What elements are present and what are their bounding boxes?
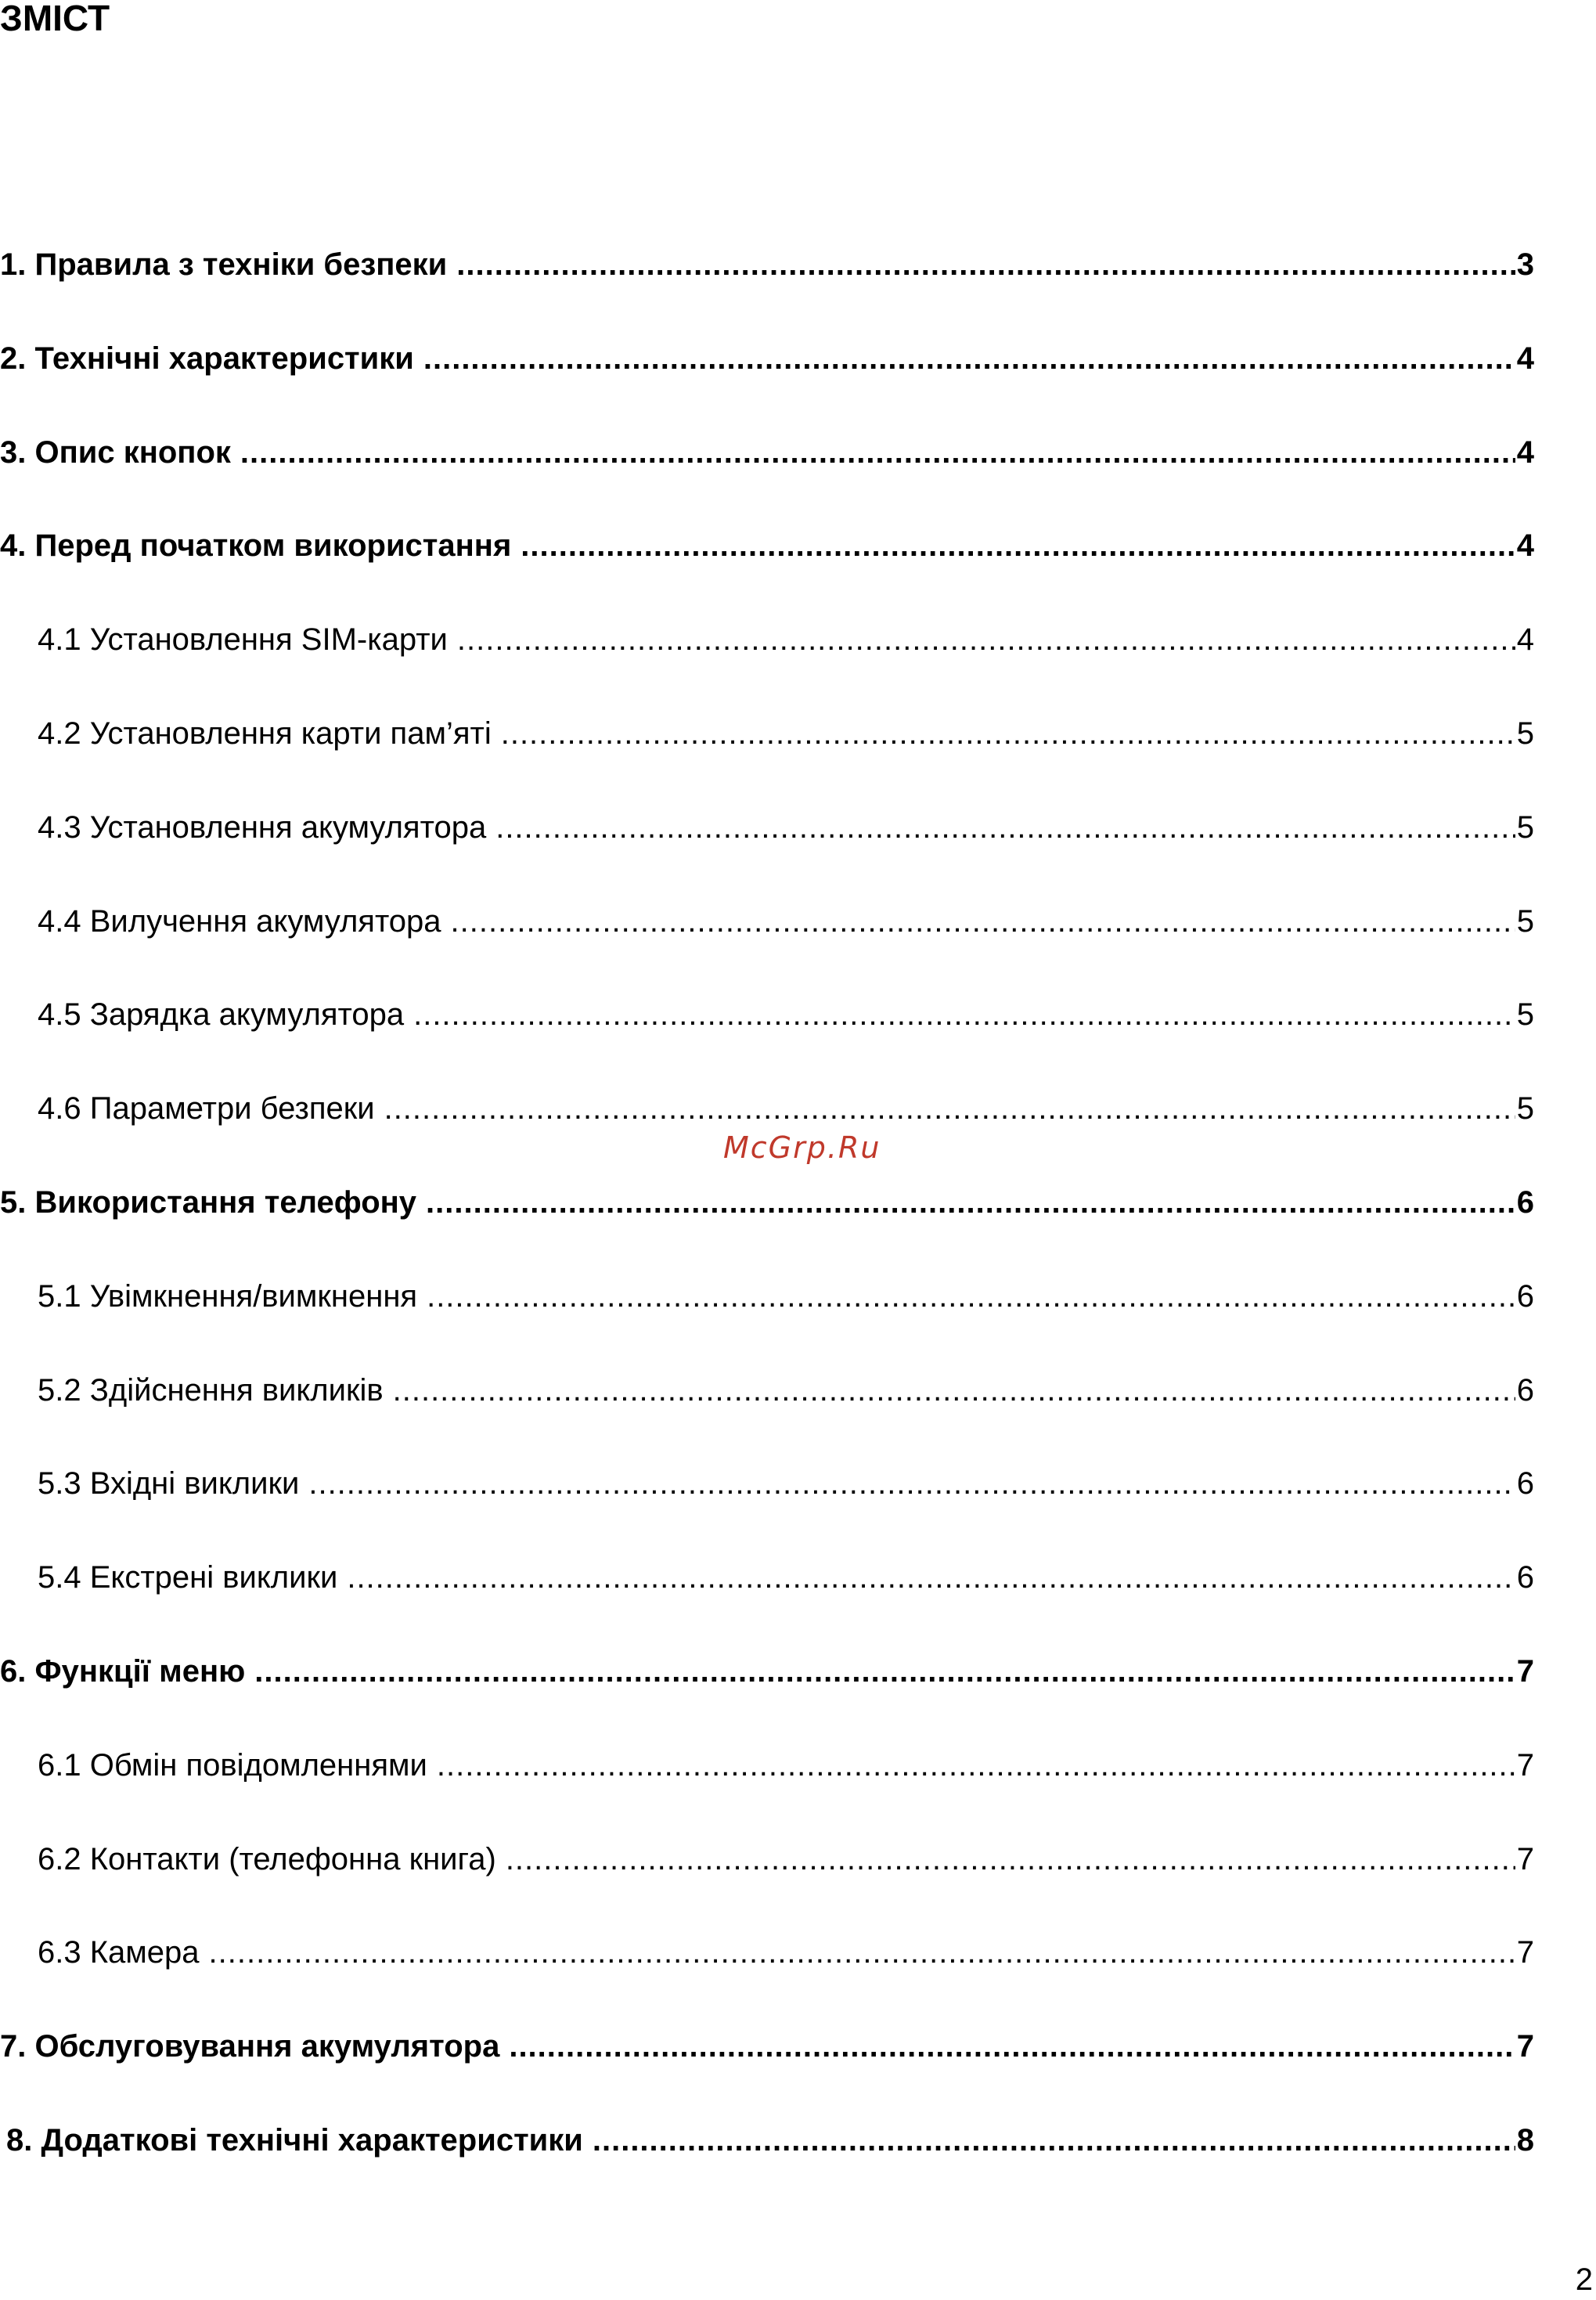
toc-entry-page: 7 — [1516, 1841, 1534, 1876]
toc-dot-leader — [384, 1085, 1515, 1132]
toc-dot-leader — [593, 2117, 1515, 2164]
toc-subentry[interactable] — [0, 1273, 1534, 1367]
toc-entry-page: 8 — [1516, 2122, 1534, 2158]
toc-entry[interactable] — [0, 2023, 1534, 2117]
toc-subentry[interactable] — [0, 616, 1534, 710]
toc-entry-page: 5 — [1516, 903, 1534, 939]
toc-entry[interactable] — [0, 1648, 1534, 1742]
toc-subentry[interactable] — [0, 1929, 1534, 2023]
toc-dot-leader — [456, 241, 1515, 288]
toc-dot-leader — [209, 1929, 1515, 1976]
toc-entry[interactable] — [0, 522, 1534, 616]
toc-dot-leader — [347, 1554, 1515, 1601]
toc-dot-leader — [451, 898, 1515, 945]
toc-entry-page: 7 — [1516, 1747, 1534, 1783]
toc-entry-label: 4.6 Параметри безпеки — [38, 1091, 375, 1127]
table-of-contents — [0, 241, 1534, 2211]
toc-entry-page: 4 — [1516, 341, 1534, 376]
toc-entry[interactable] — [0, 335, 1534, 429]
toc-dot-leader — [457, 616, 1515, 663]
toc-entry[interactable] — [0, 241, 1534, 335]
toc-dot-leader — [427, 1273, 1515, 1320]
toc-entry-page: 5 — [1516, 716, 1534, 751]
toc-entry-page: 5 — [1516, 1091, 1534, 1127]
toc-dot-leader — [506, 1836, 1515, 1883]
toc-dot-leader — [393, 1367, 1515, 1414]
toc-entry[interactable] — [0, 2117, 1534, 2211]
toc-entry-page: 7 — [1516, 2029, 1534, 2064]
toc-entry-page: 4 — [1516, 434, 1534, 470]
toc-subentry[interactable] — [0, 1742, 1534, 1836]
toc-subentry[interactable] — [0, 804, 1534, 898]
toc-entry-page: 5 — [1516, 997, 1534, 1033]
toc-dot-leader — [240, 429, 1515, 476]
toc-entry-label: 6.3 Камера — [38, 1935, 200, 1970]
toc-entry-label: 8. Додаткові технічні характеристики — [6, 2122, 583, 2158]
toc-entry-label: 3. Опис кнопок — [0, 434, 231, 470]
toc-dot-leader — [423, 335, 1515, 382]
toc-entry-label: 6.2 Контакти (телефонна книга) — [38, 1841, 496, 1876]
toc-dot-leader — [308, 1460, 1515, 1507]
toc-entry-label: 4.1 Установлення SIM-карти — [38, 622, 448, 658]
toc-entry[interactable] — [0, 1179, 1534, 1273]
toc-entry-page: 6 — [1516, 1372, 1534, 1408]
toc-subentry[interactable] — [0, 991, 1534, 1085]
watermark: McGrp.Ru — [723, 1130, 881, 1165]
toc-dot-leader — [509, 2023, 1515, 2070]
toc-entry-label: 5.4 Екстрені виклики — [38, 1560, 338, 1595]
toc-dot-leader — [254, 1648, 1515, 1695]
toc-entry-page: 7 — [1516, 1935, 1534, 1970]
toc-entry-label: 5. Використання телефону — [0, 1184, 417, 1220]
toc-entry-label: 4. Перед початком використання — [0, 528, 512, 564]
toc-entry-label: 4.3 Установлення акумулятора — [38, 809, 487, 845]
toc-entry-label: 5.1 Увімкнення/вимкнення — [38, 1278, 418, 1314]
toc-subentry[interactable] — [0, 710, 1534, 804]
toc-entry-page: 5 — [1516, 809, 1534, 845]
toc-subentry[interactable] — [0, 1554, 1534, 1648]
toc-entry[interactable] — [0, 429, 1534, 523]
toc-entry-label: 1. Правила з техніки безпеки — [0, 247, 448, 282]
toc-entry-label: 4.2 Установлення карти пам’яті — [38, 716, 492, 751]
toc-dot-leader — [521, 522, 1515, 569]
toc-entry-label: 6.1 Обмін повідомленнями — [38, 1747, 427, 1783]
toc-entry-label: 7. Обслуговування акумулятора — [0, 2029, 500, 2064]
toc-dot-leader — [426, 1179, 1515, 1226]
toc-entry-page: 6 — [1516, 1466, 1534, 1501]
toc-entry-label: 2. Технічні характеристики — [0, 341, 414, 376]
toc-subentry[interactable] — [0, 1367, 1534, 1461]
toc-dot-leader — [495, 804, 1515, 851]
toc-entry-page: 4 — [1516, 622, 1534, 658]
toc-entry-page: 7 — [1516, 1653, 1534, 1689]
toc-entry-page: 3 — [1516, 247, 1534, 282]
toc-entry-label: 4.4 Вилучення акумулятора — [38, 903, 441, 939]
toc-entry-page: 6 — [1516, 1278, 1534, 1314]
page-title: ЗМІСТ — [0, 0, 110, 38]
toc-entry-label: 5.2 Здійснення викликів — [38, 1372, 384, 1408]
toc-subentry[interactable] — [0, 898, 1534, 992]
page-number: 2 — [1575, 2262, 1593, 2297]
toc-entry-page: 6 — [1516, 1184, 1534, 1220]
toc-dot-leader — [437, 1742, 1515, 1789]
toc-entry-label: 5.3 Вхідні виклики — [38, 1466, 300, 1501]
toc-dot-leader — [413, 991, 1515, 1038]
toc-entry-page: 4 — [1516, 528, 1534, 564]
toc-subentry[interactable] — [0, 1836, 1534, 1930]
toc-dot-leader — [501, 710, 1515, 757]
toc-entry-page: 6 — [1516, 1560, 1534, 1595]
toc-subentry[interactable] — [0, 1460, 1534, 1554]
toc-entry-label: 6. Функції меню — [0, 1653, 246, 1689]
toc-entry-label: 4.5 Зарядка акумулятора — [38, 997, 405, 1033]
